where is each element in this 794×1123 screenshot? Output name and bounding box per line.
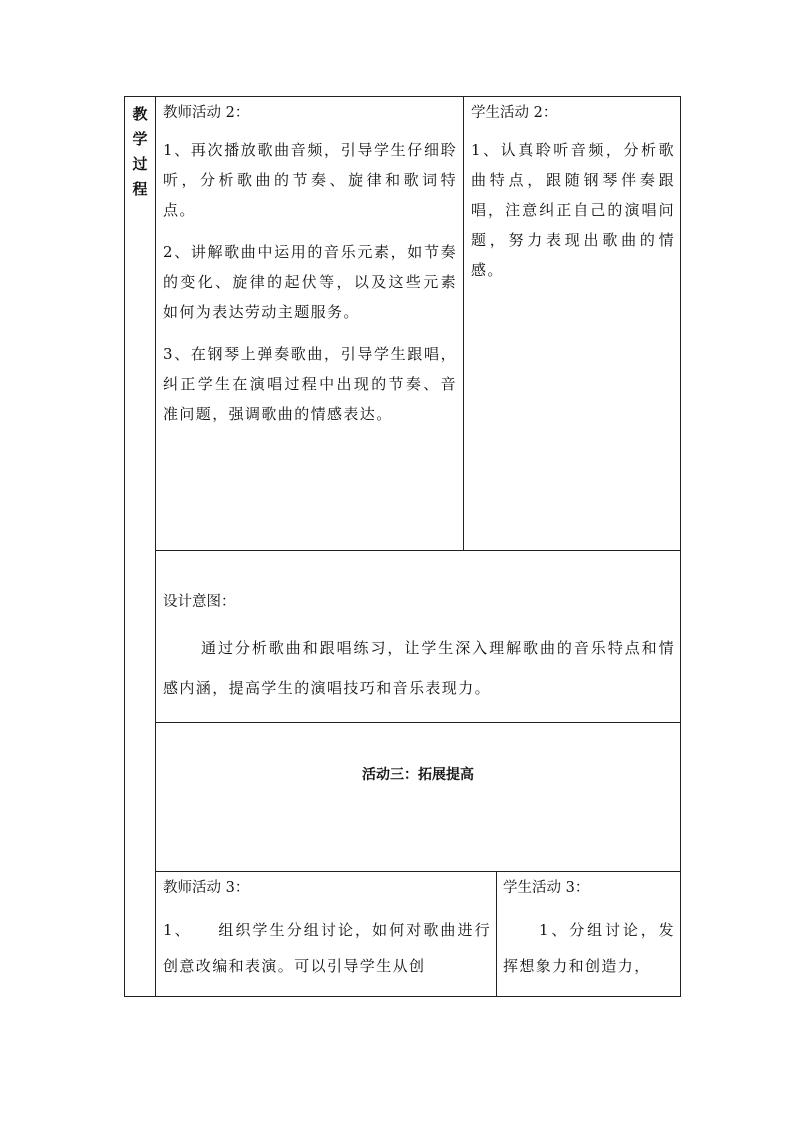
design-intent-text: 通过分析歌曲和跟唱练习，让学生深入理解歌曲的音乐特点和情感内涵，提高学生的演唱技巧和音乐表现力。 (163, 639, 675, 697)
teacher-activity-3-cell (163, 878, 491, 984)
design-intent-cell (163, 592, 675, 708)
student-activity-3-item: 1、分组讨论，发挥想象力和创造力， (503, 921, 675, 975)
student-activity-3-heading: 学生活动 3： (503, 880, 590, 896)
side-label-char: 教 (132, 105, 148, 123)
side-label-char: 程 (132, 180, 148, 198)
table-border-bottom (124, 996, 681, 997)
teacher-activity-2-heading: 教师活动 2： (163, 105, 250, 121)
teacher-activity-2-cell (163, 103, 457, 429)
side-label-char: 学 (132, 130, 148, 148)
student-activity-2-heading: 学生活动 2： (471, 105, 558, 121)
activity2-row-divider (155, 550, 681, 551)
teacher-activity-2-item: 1、再次播放歌曲音频，引导学生仔细聆听，分析歌曲的节奏、旋律和歌词特点。 (163, 141, 457, 219)
table-border-right (680, 96, 681, 997)
design-intent-heading: 设计意图： (163, 594, 236, 610)
side-label-char: 过 (132, 155, 148, 173)
label-column-divider (155, 96, 156, 997)
student-activity-2-cell (471, 103, 675, 285)
student-activity-2-item: 1、认真聆听音频，分析歌曲特点，跟随钢琴伴奏跟唱，注意纠正自己的演唱问题，努力表现出歌曲的情感。 (471, 141, 675, 279)
teacher-activity-3-heading: 教师活动 3： (163, 880, 250, 896)
teacher-activity-2-item: 2、讲解歌曲中运用的音乐元素，如节奏的变化、旋律的起伏等，以及这些元素如何为表达劳动主题服务。 (163, 243, 457, 321)
teacher-activity-3-item: 1、 组织学生分组讨论，如何对歌曲进行创意改编和表演。可以引导学生从创 (163, 921, 491, 975)
activity3-column-divider (496, 871, 497, 997)
table-border-left (124, 96, 125, 997)
student-activity-3-cell (503, 878, 675, 984)
design-row-divider (155, 722, 681, 723)
table-border-top (124, 96, 681, 97)
teacher-activity-2-item: 3、在钢琴上弹奏歌曲，引导学生跟唱，纠正学生在演唱过程中出现的节奏、音准问题，强调歌曲的情感表达。 (163, 345, 457, 423)
activity-3-title: 活动三：拓展提高 (362, 767, 474, 783)
activity3-title-row-divider (155, 871, 681, 872)
teaching-process-label (125, 102, 155, 202)
activity2-column-divider (463, 96, 464, 550)
